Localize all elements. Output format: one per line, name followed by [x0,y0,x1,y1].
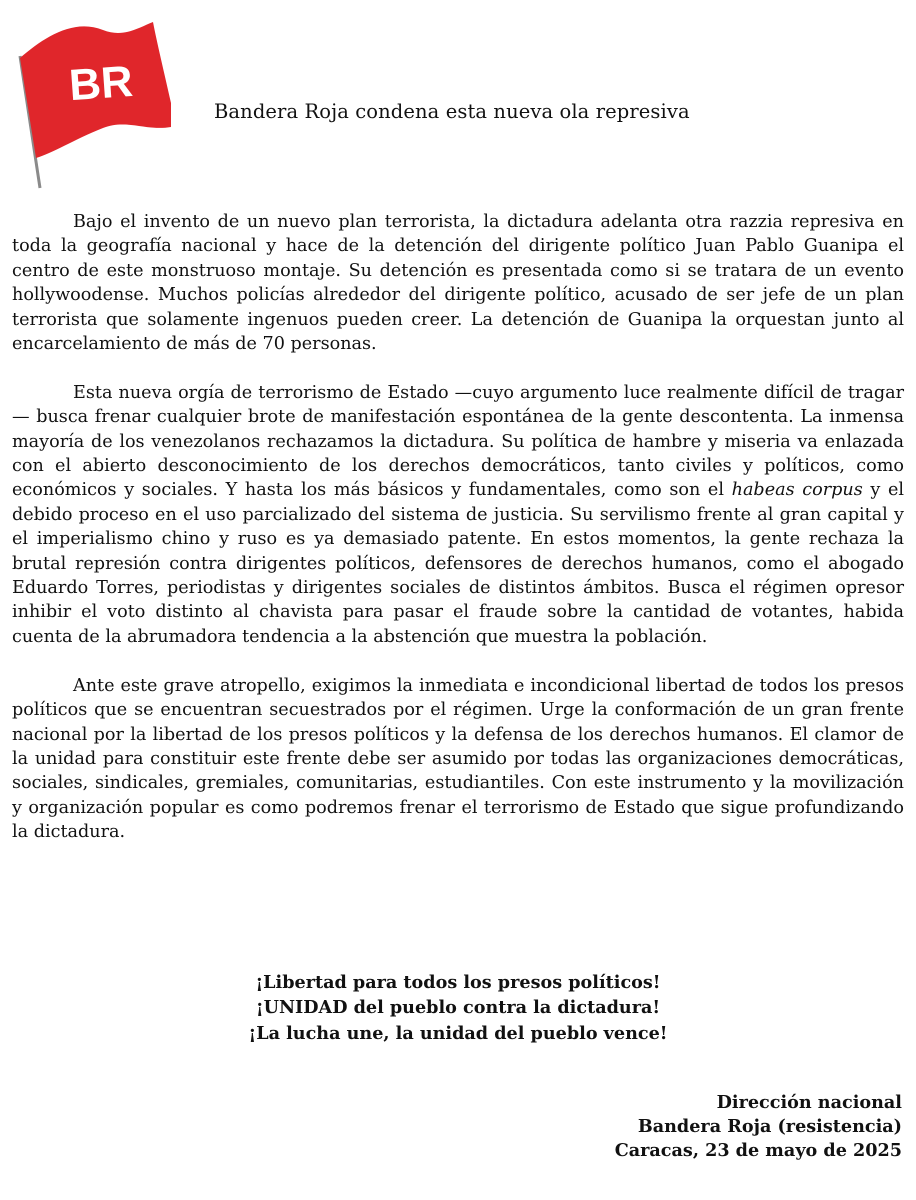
slogan-3: ¡La lucha une, la unidad del pueblo vence! [248,1022,668,1044]
signature-line-3: Caracas, 23 de mayo de 2025 [614,1140,902,1162]
page-title: Bandera Roja condena esta nueva ola represiva [214,100,690,123]
paragraph-2-part-1: Esta nueva orgía de terrorismo de Estado —cuyo argumento luce realmente difícil de tragar— busca frenar cualquier brote de manifestación espontánea de la gente descontenta. La inmensa mayoría de los venezolanos rechazamos la dictadura. Su política de hambre y miseria va enlazada con el abierto desconocimiento de los derechos democráticos, tanto civiles y políticos, como económicos y sociales. Y hasta los más básicos y fundamentales, como son el [12,382,904,501]
logo-text: BR [67,56,135,111]
bandera-roja-logo [18,18,171,190]
paragraph-1: Bajo el invento de un nuevo plan terrorista, la dictadura adelanta otra razzia represiva en toda la geografía nacional y hace de la detención del dirigente político Juan Pablo Guanipa el centro de este monstruoso montaje. Su detención es presentada como si se tratara de un evento hollywoodense. Muchos policías alrededor del dirigente político, acusado de ser jefe de un plan terrorista que solamente ingenuos pueden creer. La detención de Guanipa la orquestan junto al encarcelamiento de más de 70 personas. [12,212,904,355]
document-body [12,210,904,869]
red-flag-icon [18,18,171,190]
paragraph-2-part-2: y el debido proceso en el uso parcializado del sistema de justicia. Su servilismo frente al gran capital y el imperialismo chino y ruso es ya demasiado patente. En estos momentos, la gente rechaza la brutal represión contra dirigentes políticos, defensores de derechos humanos, como el abogado Eduardo Torres, periodistas y dirigentes sociales de distintos ámbitos. Busca el régimen opresor inhibir el voto distinto al chavista para pasar el fraude sobre la cantidad de votantes, habida cuenta de la abrumadora tendencia a la abstención que muestra la población. [12,480,904,647]
paragraph-2 [12,381,904,649]
signature-line-1: Dirección nacional [716,1092,902,1113]
slogan-2: ¡UNIDAD del pueblo contra la dictadura! [255,997,661,1019]
slogan-1: ¡Libertad para todos los presos políticos! [255,972,661,993]
signature-block [615,1091,902,1164]
slogans [0,970,916,1046]
signature-line-2: Bandera Roja (resistencia) [637,1116,902,1138]
paragraph-3: Ante este grave atropello, exigimos la inmediata e incondicional libertad de todos los presos políticos que se encuentran secuestrados por el régimen. Urge la conformación de un gran frente nacional por la libertad de los presos políticos y la defensa de los derechos humanos. El clamor de la unidad para constituir este frente debe ser asumido por todas las organizaciones democráticas, sociales, sindicales, gremiales, comunitarias, estudiantiles. Con este instrumento y la movilización y organización popular es como podremos frenar el terrorismo de Estado que sigue profundizando la dictadura. [12,675,904,843]
habeas-corpus-italic: habeas corpus [731,480,863,501]
